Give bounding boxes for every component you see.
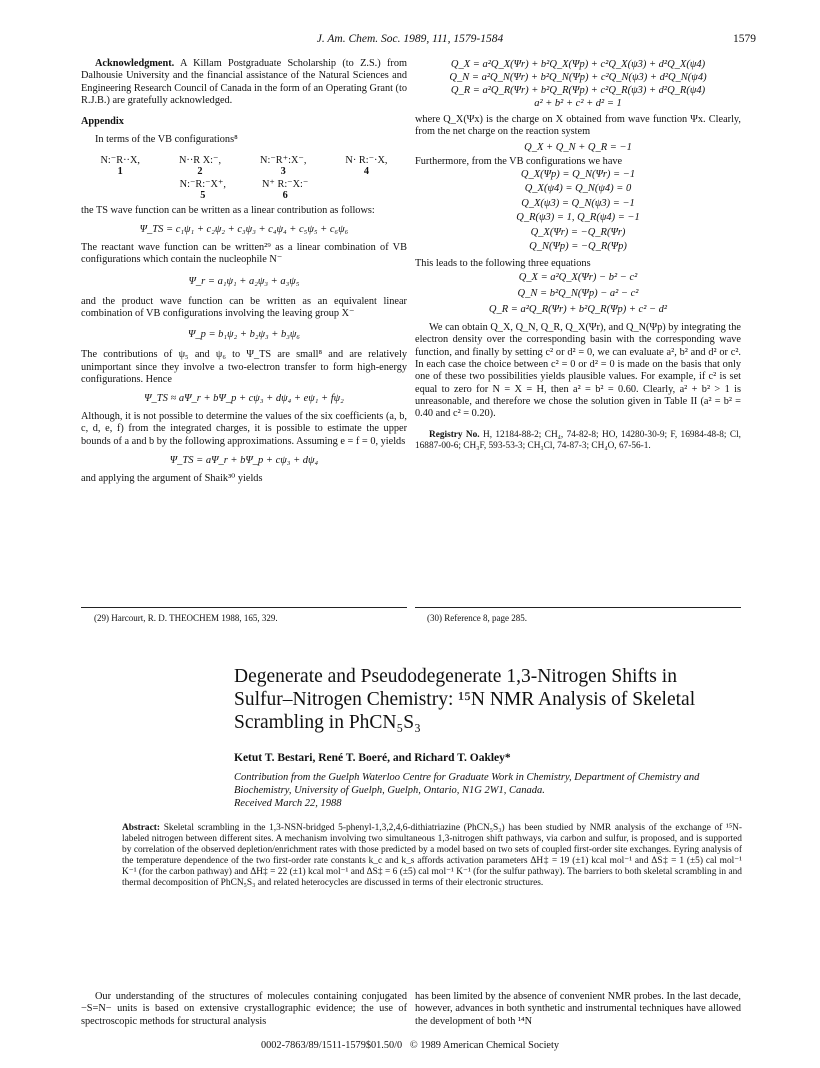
vb-config-row13 (260, 155, 306, 177)
equation-ts-reduced: Ψ_TS = aΨ_r + bΨ_p + cψ₃ + dψ₄ (169, 455, 319, 467)
equation-line: Q_X(ψ4) = Q_N(ψ4) = 0 (524, 183, 632, 195)
vb-config-row14 (345, 155, 387, 177)
vb-config-number: 1 (117, 165, 123, 177)
footnote-29: (29) Harcourt, R. D. THEOCHEM 1988, 165, 329. (94, 613, 278, 623)
acknowledgment-heading: Acknowledgment. (95, 58, 175, 69)
footnote-30: (30) Reference 8, page 285. (427, 613, 527, 623)
vb-config-row21 (180, 179, 226, 201)
vb-config-row12 (179, 155, 221, 177)
charge-equations (415, 58, 741, 110)
vb-config-formula: N· R:⁻·X, (345, 154, 388, 166)
equation-line: Q_X(Ψp) = Q_N(Ψr) = −1 (520, 168, 636, 180)
appendix-paragraph-2: the TS wave function can be written as a linear contribution as follows: (81, 204, 375, 216)
right-paragraph-3: This leads to the following three equations (415, 257, 591, 269)
vb-configurations (81, 155, 407, 201)
vb-config-number: 3 (280, 165, 286, 177)
equation-line: Q_X(Ψr) = −Q_R(Ψr) (530, 226, 626, 238)
appendix-paragraph-7: and applying the argument of Shaik³⁰ yields (81, 473, 263, 485)
equation-line: a² + b² + c² + d² = 1 (534, 98, 622, 109)
intro-left-text: Our understanding of the structures of molecules containing conjugated −S=N− units is based on extensive crystallographic evidence; the use of spectroscopic methods for structural analysis (81, 991, 407, 1027)
registry-heading: Registry No. (429, 429, 480, 440)
page-number: 1579 (733, 33, 756, 45)
appendix-paragraph-1: In terms of the VB configurations⁸ (95, 134, 238, 146)
received-date: Received March 22, 1988 (234, 798, 342, 809)
vb-config-formula: N⁺ R:⁻X:⁻ (262, 178, 309, 190)
appendix-paragraph-6: Although, it is not possible to determine the values of the six coefficients (a, b, c, d, e, f) from the integrated charges, it is possible to estimate the upper bounds of a and b by the following approximations. Assuming e = f = 0, yields (81, 411, 407, 447)
journal-citation: J. Am. Chem. Soc. 1989, 111, 1579-1584 (316, 33, 504, 45)
footer-copyright: © 1989 American Chemical Society (409, 1040, 560, 1051)
abstract-heading: Abstract: (122, 823, 161, 833)
vb-config-formula: N:⁻R··X, (100, 154, 140, 166)
equation-line: Q_N = b²Q_N(Ψp) − a² − c² (517, 288, 639, 300)
article-authors: Ketut T. Bestari, René T. Boeré, and Richard T. Oakley* (234, 752, 511, 764)
equation-product: Ψ_p = b₁ψ₂ + b₂ψ₃ + b₃ψ₆ (187, 329, 301, 341)
equation-line: Q_N(Ψp) = −Q_R(Ψp) (529, 241, 627, 253)
vb-config-formula: N:⁻R⁺:X⁻, (260, 154, 307, 166)
right-column (415, 58, 741, 452)
acknowledgment-text: A Killam Postgraduate Scholarship (to Z.S.) from Dalhousie University and the financial assistance of the Natural Sciences and Engineering Research Council of Canada in the form of an Operating Grant (to R.J.B.) are gratefully acknowledged. (81, 58, 407, 106)
article-affiliation: Contribution from the Guelph Waterloo Centre for Graduate Work in Chemistry, Department of Chemistry and Biochemistry, University of Guelph, Guelph, Ontario, N1G 2W1, Canada. (234, 772, 700, 796)
intro-right (415, 991, 741, 1028)
right-paragraph-4: We can obtain Q_X, Q_N, Q_R, Q_X(Ψr), and Q_N(Ψp) by integrating the electron density over the corresponding basin with the corresponding wave function, and finally by setting c² or d² = 0, we can evaluate a², b² and d² or c². In each case the choice between c² = 0 or d² = 0 is made on the basis that only one of these two possibilities yields plausible values. For example, if c² is set equal to zero for N = X = H, then a² = b² = 0.60. Clearly, a² + b² > 1 is unreasonable, and therefore we chose the solution given in Table II (a² = b² = 0.40 and c² = 0.20). (415, 322, 741, 420)
right-footnote-rule (415, 607, 741, 608)
equation-ts: Ψ_TS = c₁ψ₁ + c₂ψ₂ + c₃ψ₃ + c₄ψ₄ + c₅ψ₅ + c₆ψ₆ (139, 224, 349, 236)
equation-line: Q_N = a²Q_N(Ψr) + b²Q_N(Ψp) + c²Q_N(ψ3) + d²Q_N(ψ4) (449, 72, 707, 83)
appendix-paragraph-3: The reactant wave function can be written²⁹ as a linear combination of VB configurations which contain the nucleophile N⁻ (81, 242, 407, 266)
appendix-paragraph-4: and the product wave function can be written as an equivalent linear combination of VB configurations involving the leaving group X⁻ (81, 295, 407, 319)
net-charge-equation: Q_X + Q_N + Q_R = −1 (524, 141, 632, 153)
equation-line: Q_R(ψ3) = 1, Q_R(ψ4) = −1 (516, 212, 640, 224)
equation-line: Q_R = a²Q_R(Ψr) + b²Q_R(Ψp) + c²Q_R(ψ3) + d²Q_R(ψ4) (450, 85, 706, 96)
right-paragraph-1: where Q_X(Ψx) is the charge on X obtained from wave function Ψx. Clearly, from the net charge on the reaction system (415, 114, 741, 138)
appendix-paragraph-5: The contributions of ψ₅ and ψ₆ to Ψ_TS are small⁸ and are relatively unimportant since they involve a two-electron transfer to form high-energy configurations. Hence (81, 349, 407, 385)
footer (0, 1040, 820, 1051)
vb-config-number: 2 (197, 165, 203, 177)
vb-charge-equations (415, 168, 741, 255)
abstract (122, 823, 742, 889)
registry-text: H, 12184-88-2; CH₄, 74-82-8; HO, 14280-30-9; F, 16984-48-8; Cl, 16887-00-6; CH₃F, 593-53-3; CH₃Cl, 74-87-3; CH₄O, 67-56-1. (415, 429, 741, 451)
three-equations (415, 270, 741, 318)
vb-config-number: 5 (200, 189, 206, 201)
right-paragraph-2: Furthermore, from the VB configurations we have (415, 155, 623, 167)
left-column (81, 58, 407, 485)
equation-ts-approx: Ψ_TS ≈ aΨ_r + bΨ_p + cψ₃ + dψ₄ + eψ₁ + fψ₂ (144, 393, 344, 405)
vb-config-row22 (262, 179, 308, 201)
abstract-text: Skeletal scrambling in the 1,3-NSN-bridged 5-phenyl-1,3,2,4,6-dithiatriazine (PhCN₅S₃) has been studied by NMR analysis of the exchange of ¹⁵N-labeled nitrogen between different sites. A mechanism involving two simultaneous 1,3-nitrogen shift pathways, via carbon and sulfur, is proposed, and is supported by correlation of the observed depletion/enrichment rates with those predicted by a model based on two sets of coupled first-order site exchanges. Eyring analysis of the temperature dependence of the two first-order rate constants k_c and k_s affords activation parameters ΔH‡ = 19 (±1) kcal mol⁻¹ and ΔS‡ = 1 (±5) cal mol⁻¹ K⁻¹ (for the carbon pathway) and ΔH‡ = 22 (±1) kcal mol⁻¹ and ΔS‡ = 6 (±5) cal mol⁻¹ K⁻¹ (for the sulfur pathway). The barriers to both skeletal scrambling in and thermal decomposition of PhCN₅S₃ and related heterocycles are discussed in terms of their electronic structures. (122, 823, 742, 888)
equation-line: Q_X = a²Q_X(Ψr) − b² − c² (518, 272, 638, 284)
equation-reactant: Ψ_r = a₁ψ₁ + a₂ψ₃ + a₃ψ₅ (188, 275, 300, 287)
intro-left (81, 991, 407, 1028)
article-title: Degenerate and Pseudodegenerate 1,3-Nitrogen Shifts in Sulfur–Nitrogen Chemistry: ¹⁵N NMR Analysis of Skeletal Scrambling in PhCN₅S₃ (234, 666, 696, 733)
footer-code: 0002-7863/89/1511-1579$01.50/0 (260, 1040, 403, 1051)
equation-line: Q_X = a²Q_X(Ψr) + b²Q_X(Ψp) + c²Q_X(ψ3) + d²Q_X(ψ4) (450, 59, 706, 70)
vb-config-formula: N:⁻R:⁻X⁺, (179, 178, 226, 190)
intro-right-text: has been limited by the absence of convenient NMR probes. In the last decade, however, advances in both synthetic and instrumental techniques have allowed the development of both ¹⁴N (415, 991, 741, 1027)
vb-config-row11 (101, 155, 140, 177)
vb-config-number: 6 (282, 189, 288, 201)
appendix-heading: Appendix (81, 116, 124, 128)
equation-line: Q_X(ψ3) = Q_N(ψ3) = −1 (521, 197, 635, 209)
vb-config-formula: N··R X:⁻, (178, 154, 222, 166)
vb-config-number: 4 (363, 165, 369, 177)
left-footnote-rule (81, 607, 407, 608)
equation-line: Q_R = a²Q_R(Ψr) + b²Q_R(Ψp) + c² − d² (488, 304, 668, 316)
